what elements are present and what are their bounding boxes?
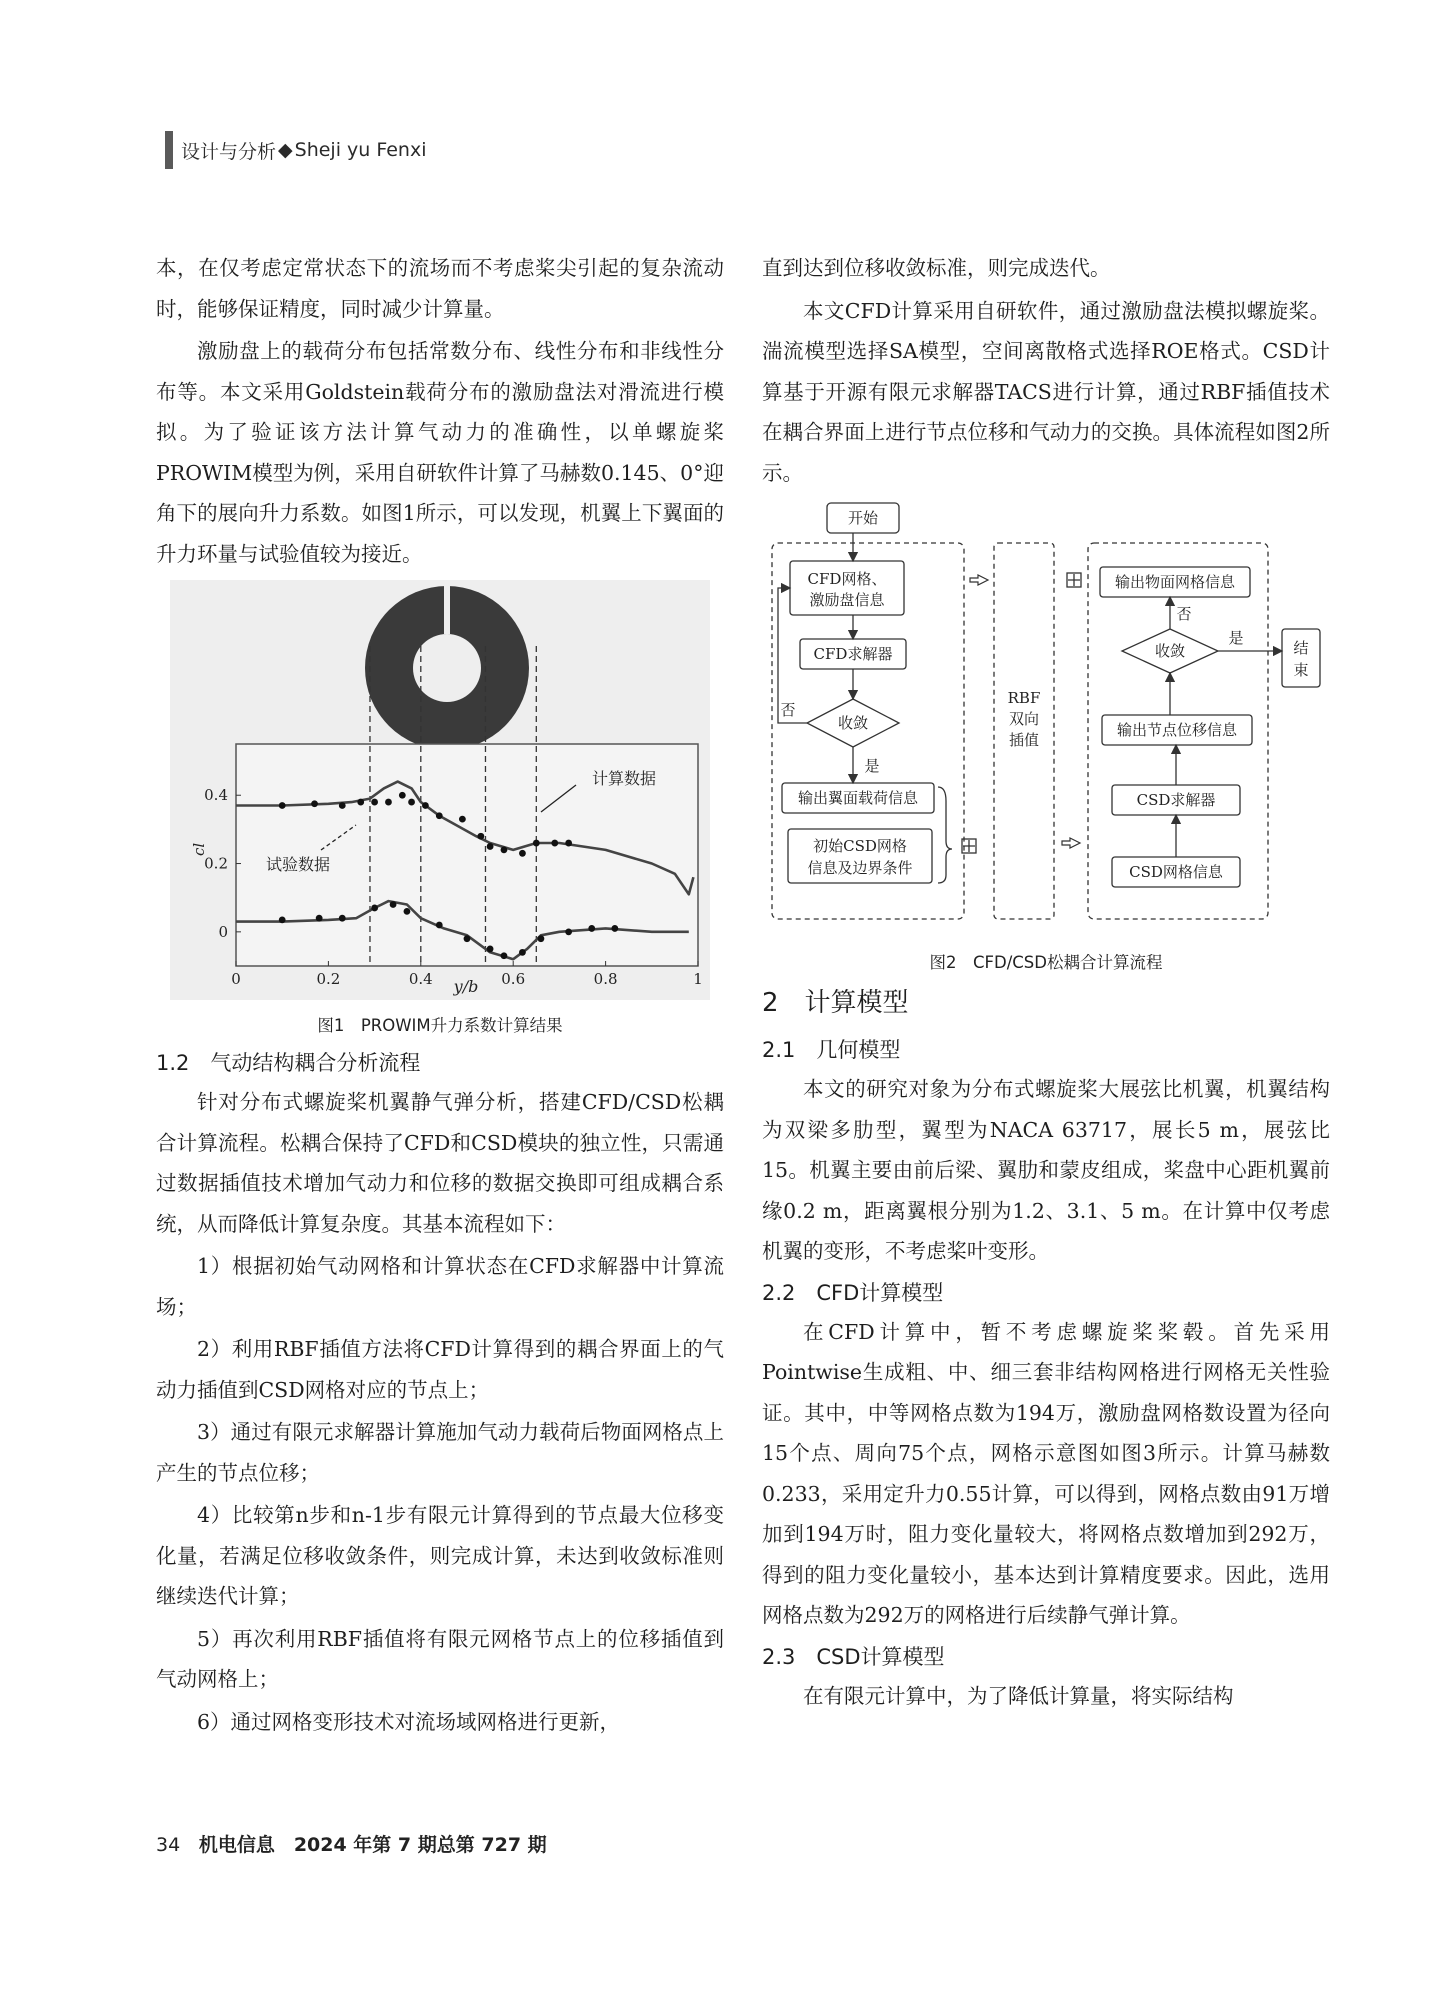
init-csd-label: 初始CSD网格 — [813, 837, 907, 855]
paragraph: 直到达到位移收敛标准，则完成迭代。 — [762, 256, 1111, 280]
figure-1 — [156, 580, 724, 1036]
page-number: 34 — [156, 1834, 181, 1856]
section-heading: 2 计算模型 — [762, 988, 909, 1018]
annotation-computed: 计算数据 — [592, 769, 657, 788]
step-2: 2）利用RBF插值方法将CFD计算得到的耦合界面上的气动力插值到CSD网格对应的节点上； — [156, 1337, 724, 1402]
header-latin: Sheji yu Fenxi — [294, 139, 427, 161]
yes-label: 是 — [1228, 629, 1244, 647]
output-surface-label: 输出物面网格信息 — [1114, 573, 1236, 591]
data-point — [279, 802, 286, 809]
csd-mesh-label: CSD网格信息 — [1129, 863, 1223, 881]
data-point — [316, 915, 323, 922]
data-point — [565, 928, 572, 935]
no-label: 否 — [780, 701, 796, 719]
annotation-experiment: 试验数据 — [266, 855, 331, 874]
right-column — [762, 248, 1330, 1718]
data-point — [279, 916, 286, 923]
output-load-label: 输出翼面载荷信息 — [797, 789, 919, 807]
header-section: 设计与分析 — [181, 140, 277, 163]
y-axis-label: cl — [190, 842, 208, 856]
data-point — [311, 800, 318, 807]
figure-2-caption: 图2 CFD/CSD松耦合计算流程 — [929, 953, 1163, 972]
paragraph: 在有限元计算中，为了降低计算量，将实际结构 — [803, 1683, 1234, 1708]
data-point — [371, 905, 378, 912]
data-point — [538, 935, 545, 942]
step-3: 3）通过有限元求解器计算施加气动力载荷后物面网格点上产生的节点位移； — [156, 1420, 724, 1485]
data-point — [501, 952, 508, 959]
data-point — [399, 792, 406, 799]
x-tick-label: 0 — [231, 970, 241, 988]
data-point — [436, 922, 443, 929]
rbf-label: 双向 — [1008, 710, 1040, 728]
paragraph: 针对分布式螺旋桨机翼静气弹分析，搭建CFD/CSD松耦合计算流程。松耦合保持了CFD和CSD模块的独立性，只需通过数据插值技术增加气动力和位移的数据交换即可组成耦合系统，从而降低计算复杂度。其基本流程如下： — [156, 1090, 724, 1236]
data-point — [459, 816, 466, 823]
init-csd-label: 信息及边界条件 — [807, 859, 913, 877]
end-label: 结 — [1293, 639, 1309, 657]
data-point — [477, 833, 484, 840]
data-point — [519, 850, 526, 857]
data-point — [422, 802, 429, 809]
subsection-heading: 2.3 CSD计算模型 — [762, 1644, 945, 1669]
data-point — [357, 799, 364, 806]
yes-label: 是 — [864, 757, 880, 775]
converge-label: 收敛 — [1154, 642, 1186, 660]
paragraph: 本文CFD计算采用自研软件，通过激励盘法模拟螺旋桨。湍流模型选择SA模型，空间离散格式选择ROE格式。CSD计算基于开源有限元求解器TACS进行计算，通过RBF插值技术在耦合界面上进行节点位移和气动力的交换。具体流程如图2所示。 — [762, 298, 1330, 485]
propeller-disc-icon — [365, 586, 529, 750]
x-tick-label: 0.2 — [316, 970, 341, 988]
rbf-label: 插值 — [1008, 731, 1040, 749]
data-point — [390, 901, 397, 908]
section-heading: 1.2 气动结构耦合分析流程 — [156, 1051, 421, 1075]
data-point — [519, 949, 526, 956]
data-point — [501, 846, 508, 853]
output-displacement-label: 输出节点位移信息 — [1116, 721, 1238, 739]
end-label: 束 — [1293, 661, 1309, 679]
data-point — [611, 925, 618, 932]
step-4: 4）比较第n步和n-1步有限元计算得到的节点最大位移变化量，若满足位移收敛条件，则完成计算，未达到收敛标准则继续迭代计算； — [156, 1503, 724, 1608]
data-point — [436, 812, 443, 819]
data-point — [533, 840, 540, 847]
converge-label: 收敛 — [837, 714, 869, 732]
paragraph: 本，在仅考虑定常状态下的流场而不考虑桨尖引起的复杂流动时，能够保证精度，同时减少计算量。 — [156, 256, 724, 321]
data-point — [408, 799, 415, 806]
left-column — [156, 248, 724, 1744]
x-tick-label: 1 — [693, 970, 703, 988]
data-point — [404, 908, 411, 915]
data-point — [588, 925, 595, 932]
step-5: 5）再次利用RBF插值将有限元网格节点上的位移插值到气动网格上； — [156, 1626, 724, 1691]
start-label: 开始 — [847, 509, 879, 527]
subsection-heading: 2.1 几何模型 — [762, 1038, 901, 1062]
step-6: 6）通过网格变形技术对流场域网格进行更新， — [197, 1709, 621, 1734]
flowchart — [762, 501, 1330, 941]
x-tick-label: 0.8 — [593, 970, 618, 988]
data-point — [385, 799, 392, 806]
subsection-heading: 2.2 CFD计算模型 — [762, 1280, 944, 1305]
x-tick-label: 0.4 — [408, 970, 433, 988]
x-axis-label: y/b — [453, 977, 479, 996]
paragraph: 激励盘上的载荷分布包括常数分布、线性分布和非线性分布等。本文采用Goldstein载荷分布的激励盘法对滑流进行模拟。为了验证该方法计算气动力的准确性，以单螺旋桨PROWIM模型为例，采用自研软件计算了马赫数0.145、0°迎角下的展向升力系数。如图1所示，可以发现，机翼上下翼面的升力环量与试验值较为接近。 — [156, 339, 724, 566]
rbf-label: RBF — [1007, 689, 1041, 707]
no-label: 否 — [1176, 605, 1192, 623]
journal-info: 机电信息 2024 年第 7 期总第 727 期 — [198, 1834, 547, 1856]
data-point — [565, 840, 572, 847]
csd-solver-label: CSD求解器 — [1136, 791, 1216, 809]
figure-1-caption: 图1 PROWIM升力系数计算结果 — [317, 1016, 563, 1035]
data-point — [339, 915, 346, 922]
y-tick-label: 0.2 — [204, 854, 228, 873]
header-bar — [165, 131, 173, 169]
page-footer — [156, 1830, 559, 1857]
figure-2 — [762, 501, 1330, 973]
y-tick-label: 0 — [218, 922, 228, 941]
y-tick-label: 0.4 — [204, 786, 228, 805]
data-point — [464, 935, 471, 942]
cfd-mesh-label: CFD网格、 — [807, 570, 887, 588]
data-point — [551, 840, 558, 847]
prowim-chart — [156, 580, 724, 1000]
data-point — [487, 946, 494, 953]
cfd-solver-label: CFD求解器 — [813, 645, 893, 663]
paragraph: 本文的研究对象为分布式螺旋桨大展弦比机翼，机翼结构为双梁多肋型，翼型为NACA 63717，展长5 m，展弦比15。机翼主要由前后梁、翼肋和蒙皮组成，桨盘中心距机翼前缘0.2 m，距离翼根分别为1.2、3.1、5 m。在计算中仅考虑机翼的变形，不考虑桨叶变形。 — [762, 1077, 1330, 1263]
step-1: 1）根据初始气动网格和计算状态在CFD求解器中计算流场； — [156, 1254, 724, 1319]
running-header — [165, 132, 427, 168]
data-point — [487, 843, 494, 850]
paragraph: 在CFD计算中，暂不考虑螺旋桨桨毂。首先采用Pointwise生成粗、中、细三套非结构网格进行网格无关性验证。其中，中等网格点数为194万，激励盘网格数设置为径向15个点、周向75个点，网格示意图如图3所示。计算马赫数0.233，采用定升力0.55计算，可以得到，网格点数由91万增加到194万时，阻力变化量较大，将网格点数增加到292万，得到的阻力变化量较小，基本达到计算精度要求。因此，选用网格点数为292万的网格进行后续静气弹计算。 — [762, 1319, 1330, 1627]
x-tick-label: 0.6 — [501, 970, 526, 988]
cfd-mesh-label: 激励盘信息 — [809, 591, 885, 609]
data-point — [339, 802, 346, 809]
header-diamond: ◆ — [278, 139, 293, 161]
data-point — [371, 799, 378, 806]
